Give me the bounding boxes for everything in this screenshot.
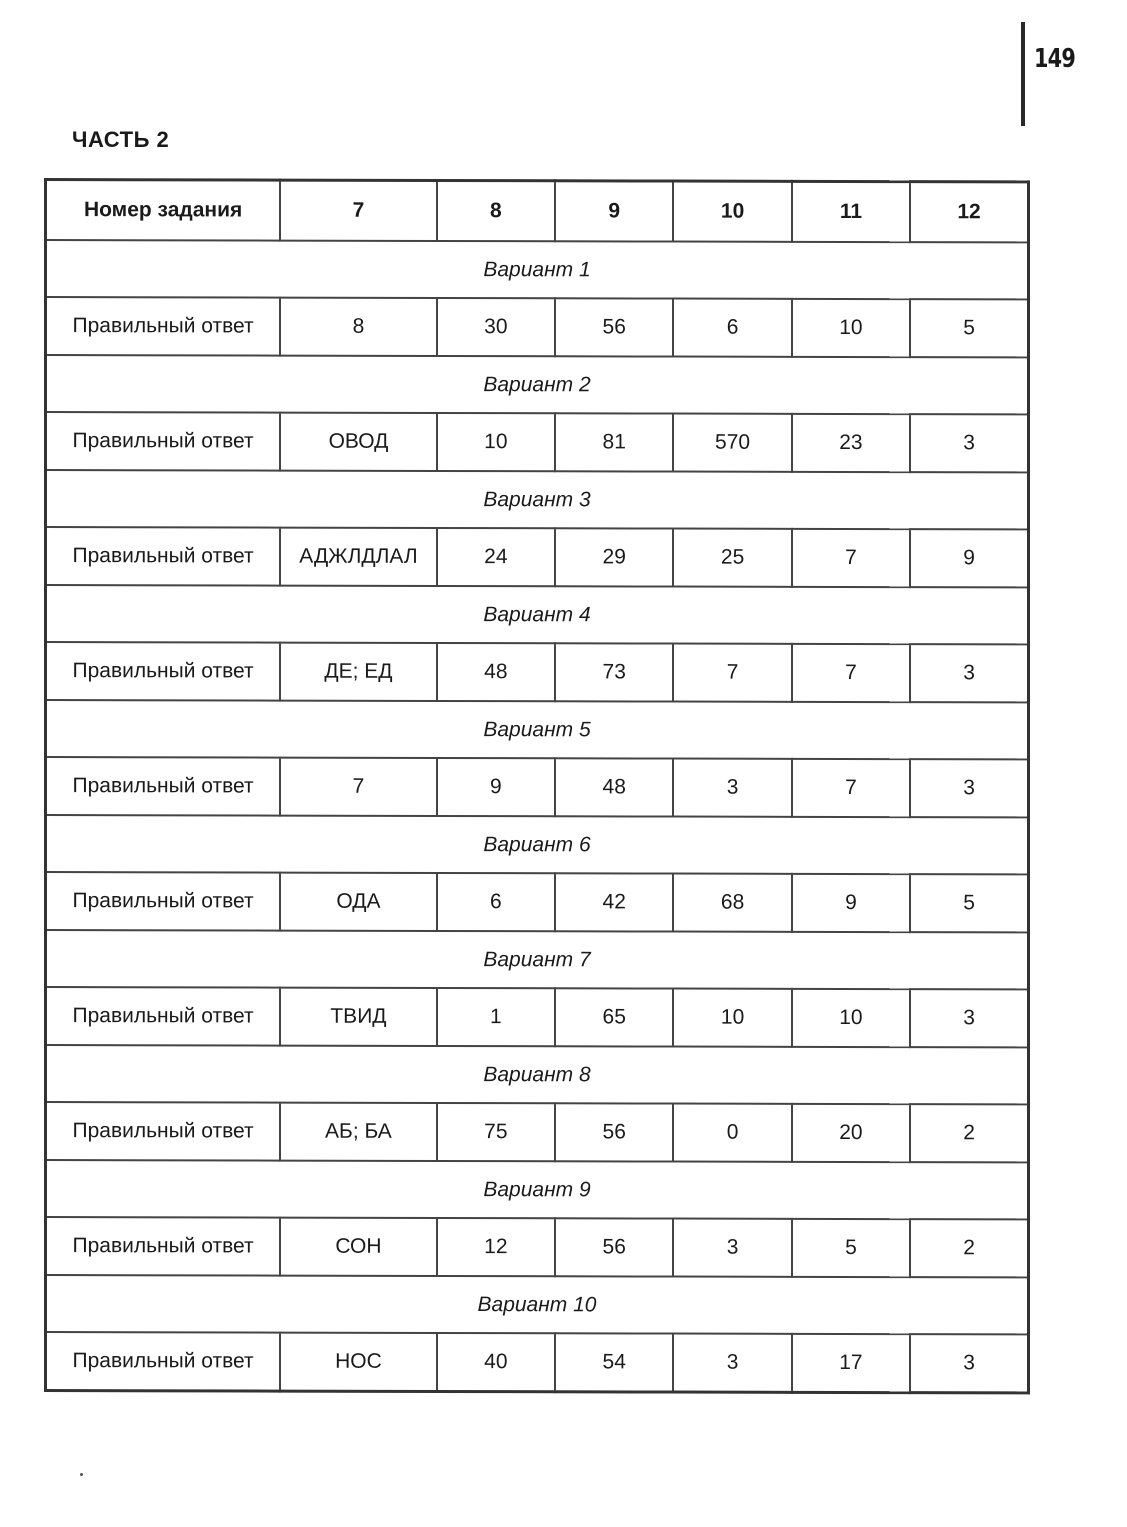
answer-row-label: Правильный ответ [46,412,281,471]
answer-cell: 10 [437,413,555,471]
table-header-row [46,180,1029,243]
variant-title: Вариант 5 [46,700,1029,759]
variant-title: Вариант 10 [46,1275,1029,1334]
answer-cell: 48 [437,643,555,701]
header-task: 11 [792,181,910,242]
answer-cell: 7 [673,644,791,702]
section-title: ЧАСТЬ 2 [72,127,170,152]
answer-cell: 2 [910,1219,1028,1277]
answer-cell: 10 [792,989,910,1047]
answer-cell: 3 [673,759,791,817]
answers-table [44,178,1030,1394]
answer-cell: 68 [673,874,791,932]
answer-cell: 81 [555,413,673,471]
answer-cell: ТВИД [280,988,436,1046]
answer-cell: 1 [437,988,555,1046]
page-divider-rule [1021,22,1025,126]
variant-title: Вариант 2 [46,355,1029,414]
answer-cell: АБ; БА [280,1103,436,1161]
answer-row-label: Правильный ответ [46,1217,281,1276]
answer-cell: 65 [555,988,673,1046]
speck [80,1473,83,1476]
answer-cell: ОВОД [280,413,436,471]
variant-row [46,470,1029,529]
header-task: 12 [910,182,1028,243]
answer-cell: 6 [673,299,791,357]
variant-row [46,815,1029,874]
answer-cell: 9 [910,529,1028,587]
answer-cell: 54 [555,1333,673,1392]
answer-row [46,757,1029,817]
answer-row [46,642,1029,702]
header-task: 10 [673,181,791,242]
variant-row [46,930,1029,989]
answer-cell: 40 [437,1333,555,1392]
answer-row-label: Правильный ответ [46,987,281,1046]
answer-cell: 3 [910,989,1028,1047]
answer-cell: 7 [792,759,910,817]
answer-cell: 17 [792,1334,910,1393]
answer-cell: 73 [555,643,673,701]
variant-row [46,585,1029,644]
answer-cell: 6 [437,873,555,931]
answer-row [46,1332,1029,1393]
variant-row [46,1275,1029,1334]
header-task: 7 [280,180,436,241]
answer-cell: 7 [792,529,910,587]
answer-cell: 48 [555,758,673,816]
answer-cell: 3 [673,1219,791,1277]
answer-cell: 24 [437,528,555,586]
answer-cell: 5 [910,299,1028,357]
answer-cell: 10 [792,299,910,357]
answer-row-label: Правильный ответ [46,1102,281,1161]
answer-row-label: Правильный ответ [46,1332,281,1391]
variant-title: Вариант 6 [46,815,1029,874]
answer-row [46,297,1029,357]
answer-row-label: Правильный ответ [46,642,281,701]
answer-row [46,527,1029,587]
page-number: 149 [1034,44,1076,74]
variant-row [46,240,1029,299]
answer-cell: СОН [280,1218,436,1276]
answer-row [46,987,1029,1047]
variant-row [46,1160,1029,1219]
answer-row-label: Правильный ответ [46,872,281,931]
variant-row [46,1045,1029,1104]
answer-cell: 2 [910,1104,1028,1162]
answer-cell: 56 [555,1103,673,1161]
answer-row [46,1102,1029,1162]
variant-title: Вариант 7 [46,930,1029,989]
answer-cell: 0 [673,1104,791,1162]
variant-title: Вариант 3 [46,470,1029,529]
answer-cell: ДЕ; ЕД [280,643,436,701]
answer-cell: 3 [673,1334,791,1393]
answer-row [46,872,1029,932]
answer-cell: 25 [673,529,791,587]
header-label: Номер задания [46,180,281,241]
answer-cell: 3 [910,644,1028,702]
variant-title: Вариант 4 [46,585,1029,644]
variant-title: Вариант 9 [46,1160,1029,1219]
answer-row-label: Правильный ответ [46,297,281,356]
answer-row-label: Правильный ответ [46,757,281,816]
answer-cell: 56 [555,298,673,356]
answer-cell: 5 [792,1219,910,1277]
answer-row [46,1217,1029,1277]
answer-cell: 9 [437,758,555,816]
answer-cell: ОДА [280,873,436,931]
answer-cell: 7 [792,644,910,702]
answer-cell: 570 [673,414,791,472]
variant-title: Вариант 1 [46,240,1029,299]
answer-cell: НОС [280,1333,436,1392]
answer-cell: 10 [673,989,791,1047]
header-task: 9 [555,181,673,242]
answer-cell: 42 [555,873,673,931]
answer-cell: 5 [910,874,1028,932]
variant-row [46,700,1029,759]
answer-cell: 75 [437,1103,555,1161]
variant-title: Вариант 8 [46,1045,1029,1104]
answer-row-label: Правильный ответ [46,527,281,586]
answer-cell: 23 [792,414,910,472]
answer-cell: АДЖЛДЛАЛ [280,528,436,586]
answer-cell: 3 [910,414,1028,472]
answer-cell: 9 [792,874,910,932]
answer-cell: 3 [910,759,1028,817]
answer-cell: 20 [792,1104,910,1162]
answer-cell: 29 [555,528,673,586]
header-task: 8 [437,180,555,241]
answer-cell: 56 [555,1218,673,1276]
answer-row [46,412,1029,472]
answer-cell: 3 [910,1334,1028,1393]
variant-row [46,355,1029,414]
answer-cell: 8 [280,298,436,356]
answer-cell: 12 [437,1218,555,1276]
answer-cell: 7 [280,758,436,816]
answer-cell: 30 [437,298,555,356]
